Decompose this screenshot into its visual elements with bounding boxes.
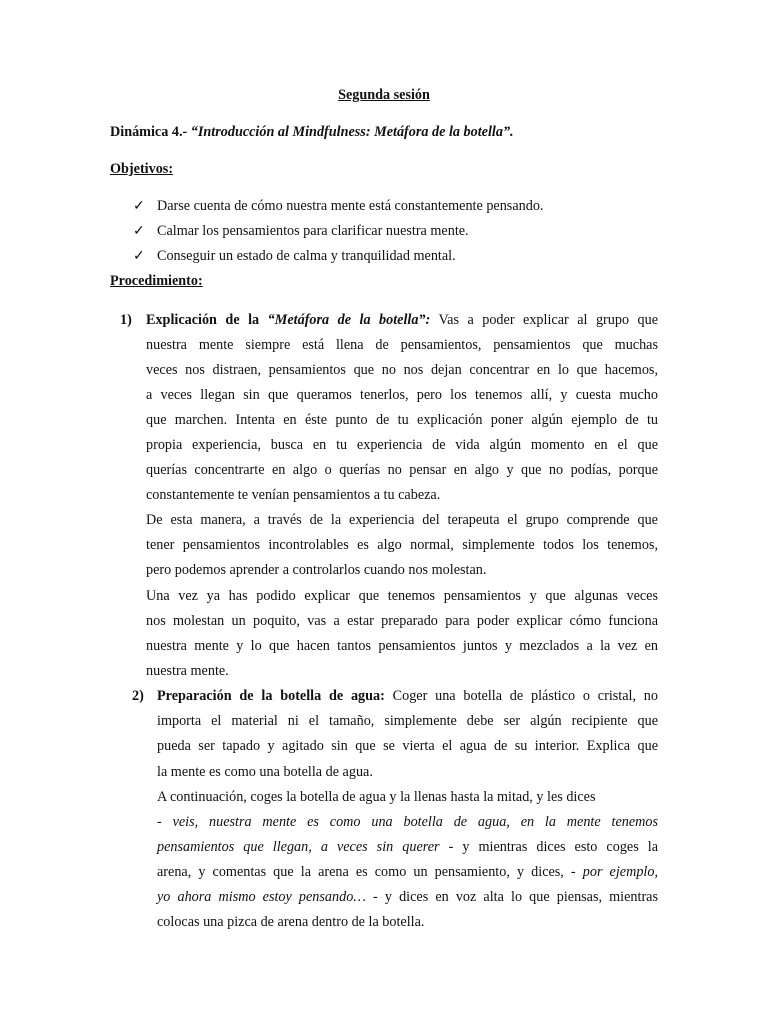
objectives-heading: Objetivos: [110, 161, 174, 177]
step-line: veces nos distraen, pensamientos que no nos dejan concentrar en lo que hacemos, [146, 362, 658, 378]
quote-italic: pensamientos que llegan, a veces sin querer [157, 839, 440, 855]
step-text: - y dices en voz alta lo que piensas, mientras [373, 889, 659, 905]
step-line [157, 814, 658, 831]
step-line: importa el material ni el tamaño, simplemente debe ser algún recipiente que [157, 713, 658, 729]
page-title: Segunda sesión [338, 87, 430, 103]
step-line [157, 864, 658, 881]
objective-item: Darse cuenta de cómo nuestra mente está constantemente pensando. [157, 198, 544, 214]
quote-italic: por ejemplo, [582, 864, 659, 880]
check-icon: ✓ [133, 198, 145, 214]
step-number: 2) [132, 688, 144, 704]
step-line: a veces llegan sin que queramos tenerlos, pero los tenemos allí, y cuesta mucho [146, 387, 658, 403]
quote-italic: yo ahora mismo estoy pensando… [157, 889, 366, 905]
step-line: Una vez ya has podido explicar que tenemos pensamientos y que algunas veces [146, 588, 658, 604]
step-line: De esta manera, a través de la experiencia del terapeuta el grupo comprende que [146, 512, 658, 528]
step-line: pueda ser tapado y agitado sin que se vierta el agua de su interior. Explica que [157, 738, 658, 754]
step-line: constantemente te venían pensamientos a tu cabeza. [146, 487, 441, 503]
step-line: A continuación, coges la botella de agua y la llenas hasta la mitad, y les dices [157, 789, 596, 805]
dynamic-name: “Introducción al Mindfulness: Metáfora de la botella”. [190, 124, 514, 140]
step-line: querías concentrarte en algo o querías no pensar en algo y que no podías, porque [146, 462, 658, 478]
quote-dash: - [157, 814, 162, 830]
step-line: la mente es como una botella de agua. [157, 764, 373, 780]
objective-item: Conseguir un estado de calma y tranquilidad mental. [157, 248, 456, 264]
step-line: propia experiencia, busca en tu experiencia de vida algún momento en el que [146, 437, 658, 453]
step-lead: Preparación de la botella de agua: [157, 688, 385, 704]
step-line [157, 889, 658, 906]
step-number: 1) [120, 312, 132, 328]
step-line: nuestra mente. [146, 663, 229, 679]
dynamic-heading [110, 124, 514, 141]
step-text: arena, y comentas que la arena es como un pensamiento, y dices, - [157, 864, 576, 880]
step-line [157, 839, 658, 856]
step-line: nuestra mente siempre está llena de pensamientos, pensamientos que muchas [146, 337, 658, 353]
check-icon: ✓ [133, 248, 145, 264]
step-line: colocas una pizca de arena dentro de la botella. [157, 914, 425, 930]
procedure-heading: Procedimiento: [110, 273, 203, 289]
quote-italic: veis, nuestra mente es como una botella de agua, en la mente tenemos [172, 814, 658, 830]
step-text: Coger una botella de plástico o cristal, no [392, 688, 658, 704]
step-line: nos molestan un poquito, vas a estar preparado para poder explicar cómo funciona [146, 613, 658, 629]
objective-item: Calmar los pensamientos para clarificar nuestra mente. [157, 223, 469, 239]
step-text: - y mientras dices esto coges la [448, 839, 659, 855]
step-line: pero podemos aprender a controlarlos cuando nos molestan. [146, 562, 487, 578]
step-line [146, 312, 658, 329]
step-line: tener pensamientos incontrolables es algo normal, simplemente todos los tenemos, [146, 537, 658, 553]
step-line: nuestra mente y lo que hacen tantos pensamientos juntos y mezclados a la vez en [146, 638, 658, 654]
step-line: que marchen. Intenta en éste punto de tu explicación poner algún ejemplo de tu [146, 412, 658, 428]
dynamic-label: Dinámica 4.- [110, 124, 188, 140]
check-icon: ✓ [133, 223, 145, 239]
step-line [157, 688, 658, 705]
step-text: Vas a poder explicar al grupo que [438, 312, 659, 328]
step-lead-italic: “Metáfora de la botella”: [267, 312, 431, 328]
step-lead: Explicación de la [146, 312, 260, 328]
